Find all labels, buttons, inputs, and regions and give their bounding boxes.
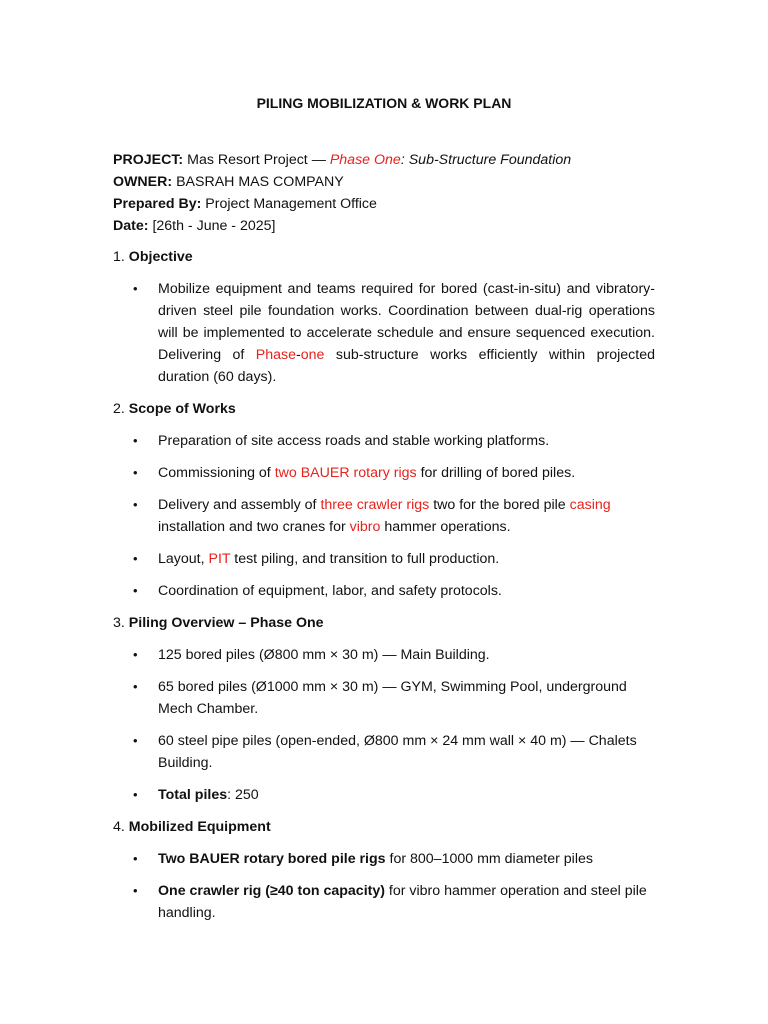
owner-value: BASRAH MAS COMPANY — [176, 174, 344, 190]
scope-item-text: two for the bored pile — [429, 497, 570, 513]
list-item — [113, 730, 655, 774]
section-heading-objective — [113, 246, 655, 268]
section-number: 2. — [113, 401, 125, 417]
scope-item-text: Preparation of site access roads and stable working platforms. — [158, 433, 550, 449]
section-title: Piling Overview – Phase One — [128, 615, 324, 631]
section-number: 1. — [113, 249, 125, 265]
scope-list — [113, 430, 655, 602]
date-label: Date: — [113, 218, 149, 234]
section-number: 4. — [113, 819, 125, 835]
list-item — [113, 580, 655, 602]
scope-highlight: vibro — [349, 519, 381, 535]
scope-item-text: hammer operations. — [380, 519, 511, 535]
list-item — [113, 676, 655, 720]
owner-line — [113, 171, 655, 193]
bullet-icon: • — [133, 465, 138, 480]
equipment-name: Two BAUER rotary bored pile rigs — [158, 851, 386, 867]
scope-item-text: installation and two cranes for — [158, 519, 350, 535]
section-title: Mobilized Equipment — [128, 819, 271, 835]
list-item — [113, 848, 655, 870]
bullet-icon: • — [133, 851, 138, 866]
project-scope: : Sub-Structure Foundation — [400, 152, 572, 168]
scope-item-text: test piling, and transition to full production. — [230, 551, 500, 567]
owner-label: OWNER: — [113, 174, 173, 190]
project-meta — [113, 149, 655, 237]
scope-item-text: Commissioning of — [158, 465, 275, 481]
section-number: 3. — [113, 615, 125, 631]
project-label: PROJECT: — [113, 152, 184, 168]
bullet-icon: • — [133, 551, 138, 566]
objective-phase-highlight: Phase — [255, 347, 297, 363]
list-item — [113, 278, 655, 388]
bullet-icon: • — [133, 281, 138, 296]
scope-highlight: three crawler rigs — [320, 497, 430, 513]
prepared-by-label: Prepared By: — [113, 196, 202, 212]
section-heading-mobilized-equipment — [113, 816, 655, 838]
objective-dash: - — [296, 347, 301, 363]
total-piles-value: : 250 — [227, 787, 259, 803]
equipment-name: One crawler rig (≥40 ton capacity) — [158, 883, 385, 899]
bullet-icon: • — [133, 787, 138, 802]
project-name: Mas Resort Project — — [187, 152, 330, 168]
bullet-icon: • — [133, 497, 138, 512]
equipment-description: for vibro hammer operation and steel pile handling. — [158, 883, 647, 921]
list-item — [113, 462, 655, 484]
bullet-icon: • — [133, 733, 138, 748]
section-title: Objective — [128, 249, 193, 265]
date-line — [113, 215, 655, 237]
date-value: [26th - June - 2025] — [152, 218, 276, 234]
bullet-icon: • — [133, 647, 138, 662]
section-heading-scope — [113, 398, 655, 420]
list-item — [113, 880, 655, 924]
list-item — [113, 644, 655, 666]
section-heading-piling-overview — [113, 612, 655, 634]
bullet-icon: • — [133, 433, 138, 448]
list-item — [113, 494, 655, 538]
list-item — [113, 430, 655, 452]
scope-highlight: casing — [569, 497, 611, 513]
list-item — [113, 784, 655, 806]
scope-item-text: for drilling of bored piles. — [416, 465, 576, 481]
total-piles-label: Total piles — [158, 787, 228, 803]
objective-text: Mobilize equipment and teams required for bored (cast-in-situ) and vibratory-driven steel pile foundation works. Coordination between dual-rig operations will be implemented to accelerate schedule and ensure sequenced execution. Delivering of — [158, 281, 655, 363]
piling-overview-list — [113, 644, 655, 806]
list-item — [113, 548, 655, 570]
piling-item-text: 125 bored piles (Ø800 mm × 30 m) — Main Building. — [158, 647, 490, 663]
scope-item-text: Coordination of equipment, labor, and safety protocols. — [158, 583, 502, 599]
project-phase: Phase One — [329, 152, 401, 168]
scope-highlight: two BAUER rotary rigs — [274, 465, 417, 481]
document-title: PILING MOBILIZATION & WORK PLAN — [256, 95, 512, 111]
objective-list — [113, 278, 655, 388]
piling-item-text: 60 steel pipe piles (open-ended, Ø800 mm × 24 mm wall × 40 m) — Chalets Building. — [158, 733, 637, 771]
scope-highlight: PIT — [208, 551, 231, 567]
project-line — [113, 149, 655, 171]
objective-text-end: sub-structure works efficiently within projected duration (60 days). — [158, 347, 655, 385]
prepared-by-value: Project Management Office — [205, 196, 377, 212]
section-title: Scope of Works — [128, 401, 236, 417]
bullet-icon: • — [133, 583, 138, 598]
scope-item-text: Layout, — [158, 551, 209, 567]
bullet-icon: • — [133, 679, 138, 694]
equipment-description: for 800–1000 mm diameter piles — [385, 851, 593, 867]
equipment-list — [113, 848, 655, 924]
bullet-icon: • — [133, 883, 138, 898]
objective-one-highlight: one — [300, 347, 325, 363]
prepared-by-line — [113, 193, 655, 215]
piling-item-text: 65 bored piles (Ø1000 mm × 30 m) — GYM, Swimming Pool, underground Mech Chamber. — [158, 679, 627, 717]
scope-item-text: Delivery and assembly of — [158, 497, 321, 513]
